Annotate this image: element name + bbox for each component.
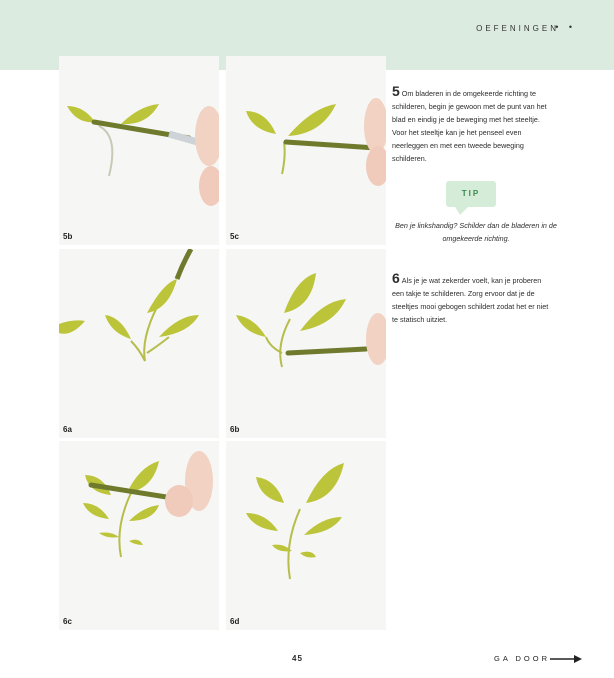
photo-label: 5b xyxy=(63,232,73,241)
step-6-text: Als je je wat zekerder voelt, kan je proberen een takje te schilderen. Zorg ervoor dat je de steeltjes mooi gebogen schildert zodat het er niet te statisch uitziet. xyxy=(392,276,549,324)
photo-label: 6d xyxy=(230,617,240,626)
photo-6a xyxy=(59,249,219,438)
photo-label: 6b xyxy=(230,425,240,434)
leaf-painting-illustration xyxy=(59,56,219,245)
page-number: 45 xyxy=(292,654,303,663)
photo-5c xyxy=(226,56,386,245)
step-number: 6 xyxy=(392,270,400,286)
tip-label: TIP xyxy=(461,189,481,198)
tip-bubble-tail xyxy=(454,205,470,215)
leaf-painting-illustration xyxy=(226,249,386,438)
header-dots: • • xyxy=(555,22,576,32)
photo-label: 5c xyxy=(230,232,239,241)
tip-bubble xyxy=(446,181,498,219)
step-6-paragraph xyxy=(392,270,554,326)
step-5-text: Om bladeren in de omgekeerde richting te schilderen, begin je gewoon met de punt van het blad en eindig je de beweging met het steeltje. Voor het steeltje kan je het penseel even neerleggen en met een tweede beweging schilderen. xyxy=(392,89,547,163)
leaf-painting-illustration xyxy=(59,441,219,630)
leaf-painting-illustration xyxy=(226,441,386,630)
photo-6b xyxy=(226,249,386,438)
step-5-paragraph xyxy=(392,83,554,165)
photo-label: 6a xyxy=(63,425,72,434)
leaf-painting-illustration xyxy=(59,249,219,438)
arrow-right-icon xyxy=(550,654,584,664)
photo-6d xyxy=(226,441,386,630)
photo-5b xyxy=(59,56,219,245)
photo-6c xyxy=(59,441,219,630)
step-number: 5 xyxy=(392,83,400,99)
section-title: OEFENINGEN xyxy=(476,24,559,33)
continue-label: GA DOOR xyxy=(494,654,551,663)
leaf-painting-illustration xyxy=(226,56,386,245)
photo-label: 6c xyxy=(63,617,72,626)
tip-note: Ben je linkshandig? Schilder dan de bladeren in de omgekeerde richting. xyxy=(395,221,557,243)
